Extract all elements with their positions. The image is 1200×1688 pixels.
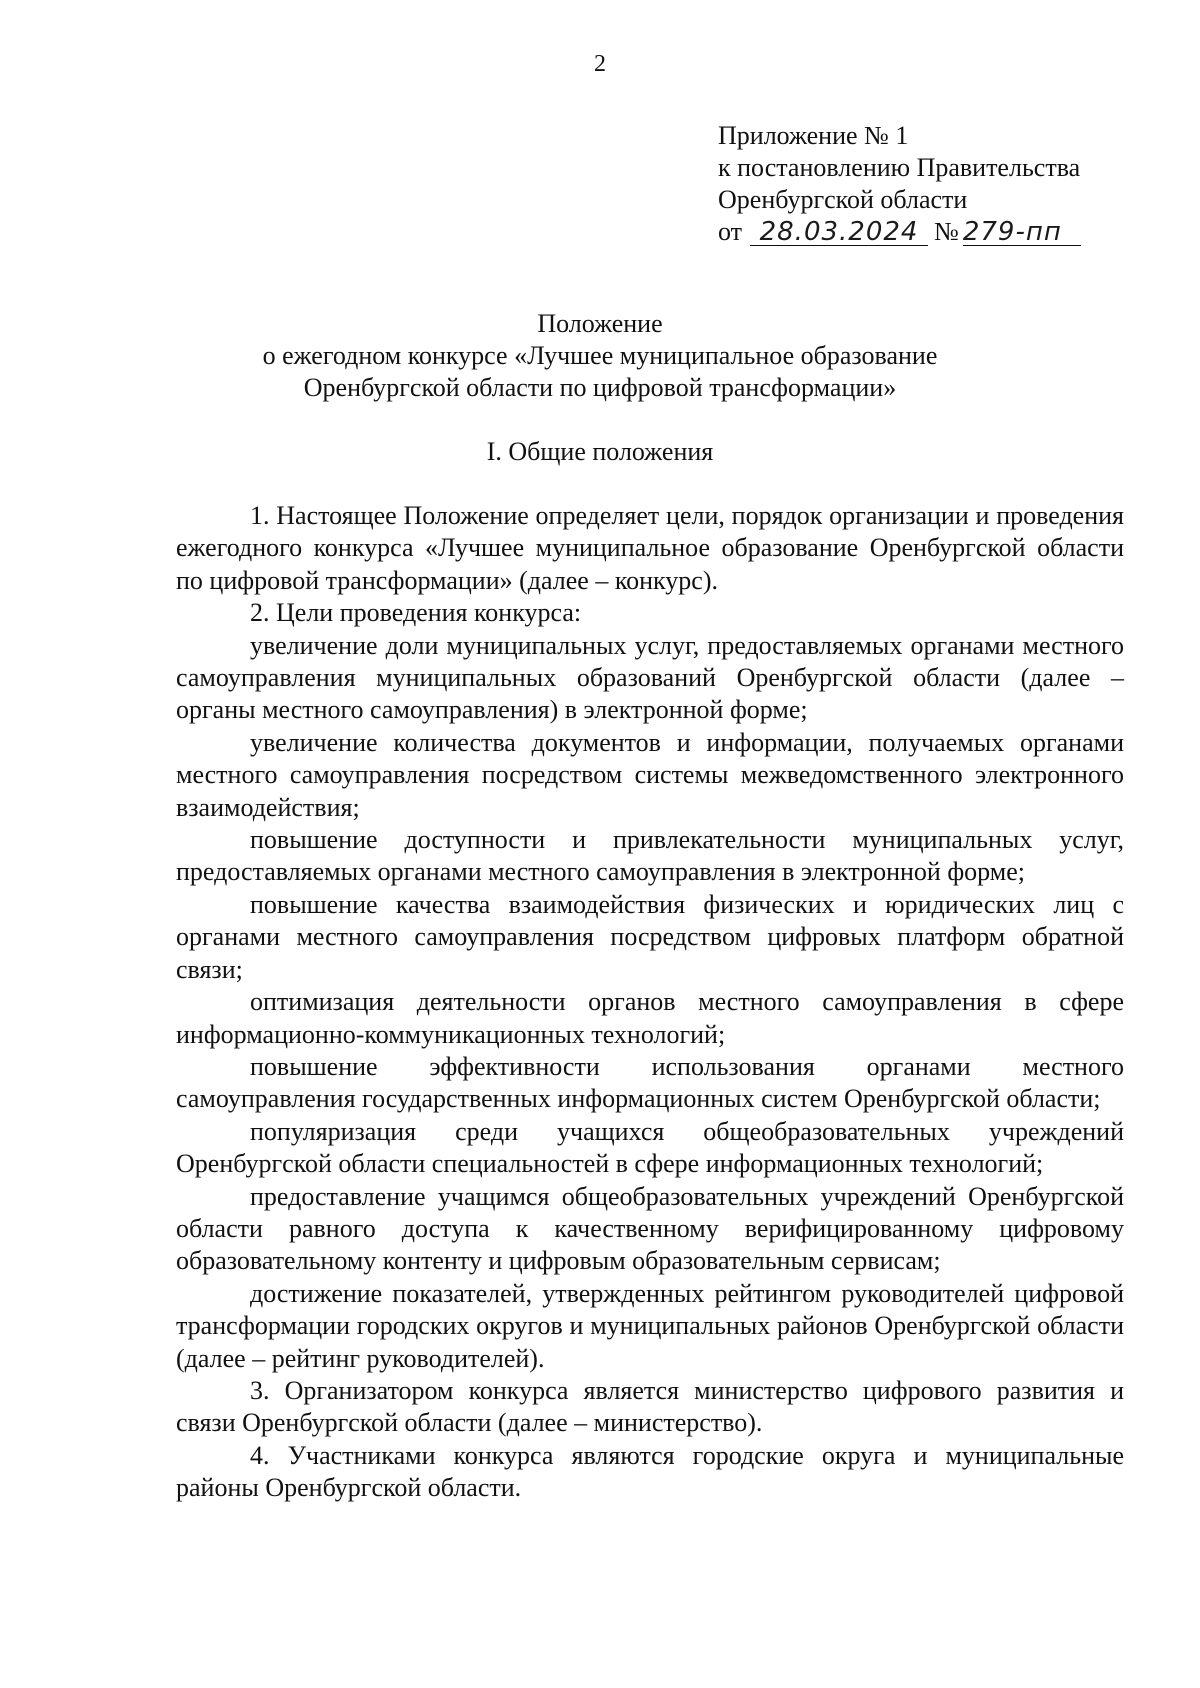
number-label: №: [934, 217, 959, 246]
page-number: 2: [594, 51, 606, 77]
annex-title: Приложение № 1: [718, 121, 909, 150]
paragraph: повышение доступности и привлекательности муниципальных услуг, предоставляемых органами местного самоуправления в электронной форме;: [176, 825, 1124, 887]
paragraph: 1. Настоящее Положение определяет цели, порядок организации и проведения ежегодного конкурса «Лучшее муниципальное образование Оренбургской области по цифровой трансформации» (далее – конкурс).: [176, 501, 1124, 595]
annex-resolution-line: к постановлению Правительства: [718, 153, 1081, 182]
document-body: [176, 500, 1124, 1505]
title-line-2: о ежегодном конкурсе «Лучшее муниципальное образование: [262, 341, 938, 370]
handwritten-number: 279-пп: [962, 217, 1062, 247]
paragraph: 2. Цели проведения конкурса:: [250, 598, 582, 628]
paragraph: популяризация среди учащихся общеобразовательных учреждений Оренбургской области специальностей в сфере информационных технологий;: [176, 1116, 1124, 1179]
paragraph: предоставление учащимся общеобразовательных учреждений Оренбургской области равного доступа к качественному верифицированному цифровому образовательному контенту и цифровым образовательным сервисам;: [176, 1181, 1124, 1276]
document-title: [0, 308, 1200, 404]
handwritten-date: 28.03.2024: [759, 217, 919, 247]
annex-date-number-row: [718, 216, 1158, 248]
paragraph: повышение качества взаимодействия физических и юридических лиц с органами местного самоуправления посредством цифровых платформ обратной связи;: [176, 889, 1124, 984]
paragraph: 3. Организатором конкурса является министерство цифрового развития и связи Оренбургской области (далее – министерство).: [176, 1375, 1124, 1438]
number-field: [963, 219, 1081, 246]
paragraph: повышение эффективности использования органами местного самоуправления государственных информационных систем Оренбургской области;: [176, 1051, 1124, 1114]
annex-region-line: Оренбургской области: [718, 185, 968, 214]
paragraph: увеличение количества документов и информации, получаемых органами местного самоуправления посредством системы межведомственного электронного взаимодействия;: [176, 727, 1124, 822]
paragraph: 4. Участниками конкурса являются городские округа и муниципальные районы Оренбургской области.: [176, 1440, 1124, 1503]
title-line-1: Положение: [537, 309, 663, 338]
date-field: [750, 219, 928, 246]
annex-header: [718, 120, 1158, 248]
title-line-3: Оренбургской области по цифровой трансформации»: [303, 373, 897, 402]
paragraph: оптимизация деятельности органов местного самоуправления в сфере информационно-коммуникационных технологий;: [176, 987, 1124, 1049]
paragraph: достижение показателей, утвержденных рейтингом руководителей цифровой трансформации городских округов и муниципальных районов Оренбургской области (далее – рейтинг руководителей).: [176, 1278, 1124, 1373]
section-heading: I. Общие положения: [486, 437, 714, 466]
paragraph: увеличение доли муниципальных услуг, предоставляемых органами местного самоуправления муниципальных образований Оренбургской области (далее – органы местного самоуправления) в электронной форме;: [176, 630, 1124, 725]
from-label: от: [718, 217, 743, 246]
